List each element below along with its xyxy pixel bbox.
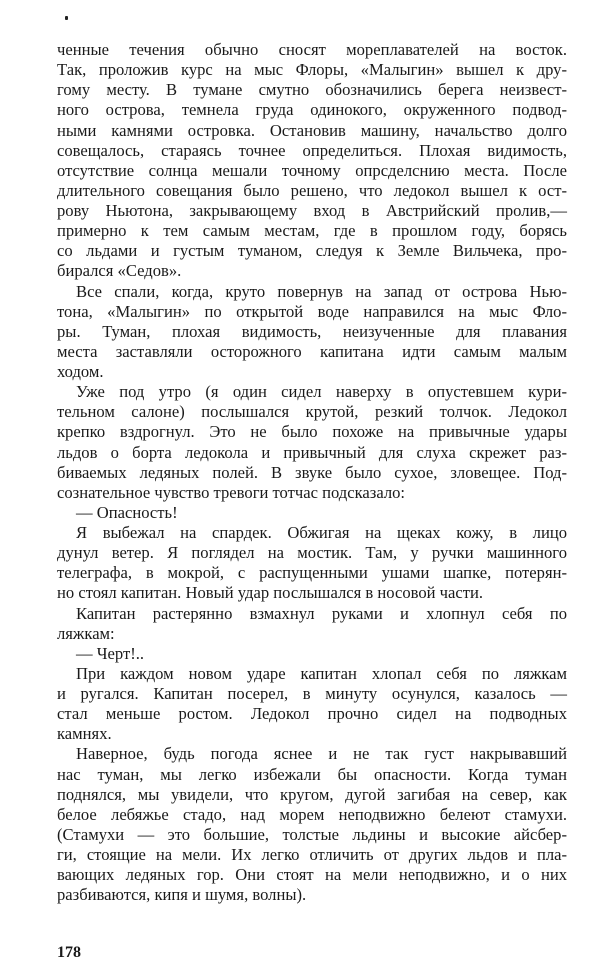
text-line: нас туман, мы легко избежали бы опасности. Когда туман <box>57 764 567 784</box>
text-line: камнях. <box>57 724 112 744</box>
text-line: белое лебяжье стадо, над морем неподвижно белеют стамухи. <box>57 804 567 824</box>
text-line: Уже под утро (я один сидел наверху в опустевшем кури- <box>76 382 567 402</box>
text-line: — Опасность! <box>76 502 178 522</box>
text-line: тельном салоне) послышался крутой, резкий толчок. Ледокол <box>57 402 567 422</box>
text-line: ного острова, темнела груда одинокого, окруженного подвод- <box>57 100 567 120</box>
text-line: гому месту. В тумане смутно обозначились берега неизвест- <box>57 80 567 100</box>
text-line: телеграфа, в мокрой, с распущенными ушами шапке, потерян- <box>57 563 567 583</box>
text-line: отсутствие солнца мешали точному опрсделснию места. После <box>57 160 567 180</box>
text-line: Так, проложив курс на мыс Флоры, «Малыгин» вышел к дру- <box>57 60 567 80</box>
text-line: дунул ветер. Я поглядел на мостик. Там, у ручки машинного <box>57 543 567 563</box>
text-line: ляжкам: <box>57 623 115 643</box>
paragraph <box>57 503 567 523</box>
paragraph <box>57 644 567 664</box>
paragraph <box>57 523 567 604</box>
text-line: Наверное, будь погода яснее и не так густ накрывавший <box>76 744 567 764</box>
text-line: Капитан растерянно взмахнул руками и хлопнул себя по <box>76 603 567 623</box>
paragraph <box>57 382 567 503</box>
paragraph <box>57 664 567 745</box>
text-line: поднялся, мы увидели, что кругом, дугой загибая на север, как <box>57 784 567 804</box>
text-line: стал меньше ростом. Ледокол прочно сидел на подводных <box>57 704 567 724</box>
text-line: ходом. <box>57 362 104 381</box>
text-line: ченные течения обычно сносят мореплавателей на восток. <box>57 40 567 59</box>
text-line: (Стамухи — это большие, толстые льдины и высокие айсбер- <box>57 824 567 844</box>
text-line: тона, «Малыгин» по открытой воде направился на мыс Фло- <box>57 301 567 321</box>
text-line: — Черт!.. <box>76 643 145 663</box>
paragraph <box>57 744 567 905</box>
text-line: и ругался. Капитан посерел, в минуту осунулся, казалось — <box>57 684 567 703</box>
text-line: биваемых ледяных полей. В звуке было сухое, зловещее. Под- <box>57 462 567 482</box>
paragraph <box>57 282 567 383</box>
text-line: рову Ньютона, закрывающему вход в Австрийский пролив,— <box>57 201 567 220</box>
page-body-text <box>57 40 567 905</box>
text-line: ры. Туман, плохая видимость, неизученные для плавания <box>57 321 567 341</box>
text-line: крепко вздрогнул. Это не было похоже на привычные удары <box>57 422 567 442</box>
text-line: Все спали, когда, круто повернув на запад от острова Нью- <box>76 281 567 301</box>
text-line: бирался «Седов». <box>57 261 182 281</box>
text-line: со льдами и густым туманом, следуя к Земле Вильчека, про- <box>57 241 567 261</box>
text-line: разбиваются, кипя и шумя, волны). <box>57 885 307 905</box>
text-line: места заставляли осторожного капитана идти самым малым <box>57 341 567 361</box>
text-line: Я выбежал на спардек. Обжигая на щеках кожу, в лицо <box>76 523 567 542</box>
paragraph <box>57 604 567 644</box>
text-line: льдов о борта ледокола и привычный для слуха скрежет раз- <box>57 442 567 462</box>
paragraph <box>57 40 567 282</box>
text-line: сознательное чувство тревоги тотчас подсказало: <box>57 482 406 502</box>
text-line: ными камнями островка. Остановив машину, начальство долго <box>57 120 567 140</box>
text-line: вающих ледяных гор. Они стоят на мели неподвижно, и о них <box>57 865 567 885</box>
text-line: примерно к тем самым местам, где в прошлом году, борясь <box>57 221 567 241</box>
text-line: ги, стоящие на мели. Их легко отличить от других льдов и пла- <box>57 845 567 864</box>
text-line: но стоял капитан. Новый удар послышался в носовой части. <box>57 583 484 603</box>
text-line: совещалось, стараясь точнее определиться. Плохая видимость, <box>57 140 567 160</box>
text-line: При каждом новом ударе капитан хлопал себя по ляжкам <box>76 663 567 683</box>
page-number: 178 <box>57 944 81 961</box>
text-line: длительного совещания было решено, что ледокол вышел к ост- <box>57 180 567 200</box>
print-mark <box>65 16 68 20</box>
